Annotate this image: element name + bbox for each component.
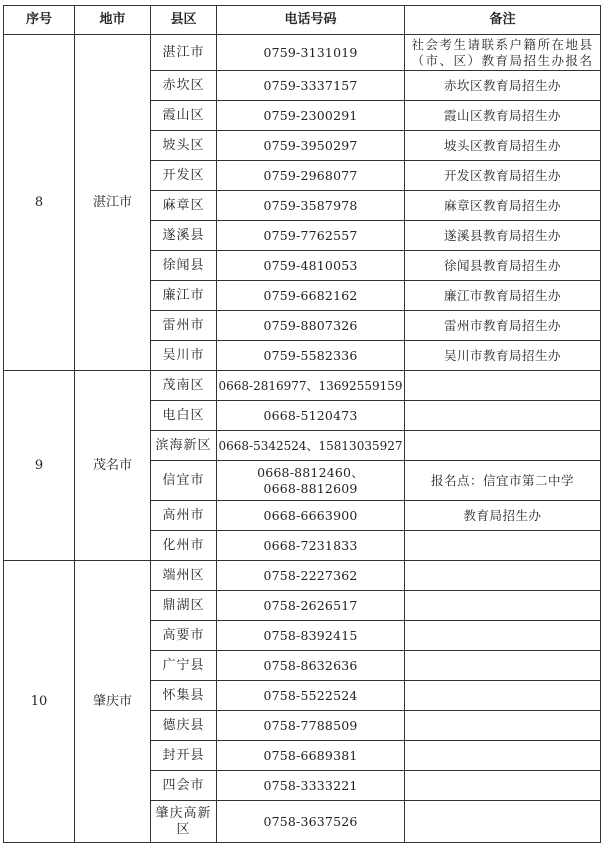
contact-table <box>3 5 601 843</box>
county-cell: 雷州市 <box>151 311 217 341</box>
phone-cell: 0668-2816977、13692559159 <box>217 371 405 401</box>
county-cell: 封开县 <box>151 741 217 771</box>
phone-cell: 0758-6689381 <box>217 741 405 771</box>
phone-cell: 0759-2968077 <box>217 161 405 191</box>
header-county: 县区 <box>151 6 217 35</box>
seq-cell: 9 <box>4 371 75 561</box>
phone-cell: 0758-5522524 <box>217 681 405 711</box>
note-cell <box>405 71 601 101</box>
county-cell: 化州市 <box>151 531 217 561</box>
phone-cell: 0758-2227362 <box>217 561 405 591</box>
note-cell <box>405 711 601 741</box>
phone-cell: 0668-7231833 <box>217 531 405 561</box>
table-body <box>4 35 601 843</box>
phone-cell: 0759-4810053 <box>217 251 405 281</box>
phone-cell: 0759-7762557 <box>217 221 405 251</box>
text-line: 0668-8812460、 <box>257 464 364 480</box>
county-cell: 高要市 <box>151 621 217 651</box>
city-cell: 肇庆市 <box>75 561 151 843</box>
header-seq: 序号 <box>4 6 75 35</box>
phone-cell: 0758-3637526 <box>217 801 405 843</box>
note-cell <box>405 311 601 341</box>
county-cell: 端州区 <box>151 561 217 591</box>
table-row <box>4 561 601 591</box>
county-cell: 坡头区 <box>151 131 217 161</box>
phone-cell: 0758-2626517 <box>217 591 405 621</box>
county-cell: 怀集县 <box>151 681 217 711</box>
note-cell <box>405 371 601 401</box>
text-line: 雷州市教育局招生办 <box>443 317 561 333</box>
county-cell: 赤坎区 <box>151 71 217 101</box>
note-cell <box>405 501 601 531</box>
phone-cell: 0759-3950297 <box>217 131 405 161</box>
text-line: 报名点：信宜市第二中学 <box>430 472 574 488</box>
table-row <box>4 35 601 71</box>
text-line: 0668-8812609 <box>263 480 358 496</box>
header-city: 地市 <box>75 6 151 35</box>
phone-cell: 0759-3587978 <box>217 191 405 221</box>
county-cell: 湛江市 <box>151 35 217 71</box>
table-header-row <box>4 6 601 35</box>
note-cell <box>405 801 601 843</box>
county-cell: 遂溪县 <box>151 221 217 251</box>
phone-cell <box>217 461 405 501</box>
phone-cell: 0759-3131019 <box>217 35 405 71</box>
phone-cell: 0759-3337157 <box>217 71 405 101</box>
phone-cell: 0758-3333221 <box>217 771 405 801</box>
phone-cell: 0668-5342524、15813035927 <box>217 431 405 461</box>
note-cell <box>405 131 601 161</box>
phone-cell: 0668-6663900 <box>217 501 405 531</box>
note-cell <box>405 741 601 771</box>
text-line: 社会考生请联系户籍所在地县 <box>411 36 594 52</box>
note-cell <box>405 651 601 681</box>
text-line: 廉江市教育局招生办 <box>443 287 561 303</box>
city-cell: 湛江市 <box>75 35 151 371</box>
county-cell: 广宁县 <box>151 651 217 681</box>
note-cell <box>405 35 601 71</box>
text-line: 教育局招生办 <box>463 507 542 523</box>
text-line: 区 <box>176 821 191 837</box>
county-cell: 徐闻县 <box>151 251 217 281</box>
county-cell: 开发区 <box>151 161 217 191</box>
text-line: 坡头区教育局招生办 <box>443 137 561 153</box>
phone-cell: 0758-8632636 <box>217 651 405 681</box>
note-cell <box>405 561 601 591</box>
note-cell <box>405 161 601 191</box>
table-row <box>4 371 601 401</box>
phone-cell: 0758-8392415 <box>217 621 405 651</box>
note-cell <box>405 251 601 281</box>
county-cell: 四会市 <box>151 771 217 801</box>
phone-cell: 0759-5582336 <box>217 341 405 371</box>
city-cell: 茂名市 <box>75 371 151 561</box>
county-cell: 德庆县 <box>151 711 217 741</box>
seq-cell: 10 <box>4 561 75 843</box>
note-cell <box>405 191 601 221</box>
header-phone: 电话号码 <box>217 6 405 35</box>
note-cell <box>405 401 601 431</box>
note-cell <box>405 281 601 311</box>
note-cell <box>405 221 601 251</box>
county-cell: 廉江市 <box>151 281 217 311</box>
text-line: 吴川市教育局招生办 <box>443 347 561 363</box>
note-cell <box>405 771 601 801</box>
text-line: 肇庆高新 <box>155 805 212 821</box>
text-line: 徐闻县教育局招生办 <box>443 257 561 273</box>
phone-cell: 0759-2300291 <box>217 101 405 131</box>
county-cell: 电白区 <box>151 401 217 431</box>
seq-cell: 8 <box>4 35 75 371</box>
county-cell: 高州市 <box>151 501 217 531</box>
text-line: （市、区）教育局招生办报名 <box>411 52 594 68</box>
phone-cell: 0668-5120473 <box>217 401 405 431</box>
note-cell <box>405 461 601 501</box>
text-line: 霞山区教育局招生办 <box>443 107 561 123</box>
text-line: 麻章区教育局招生办 <box>443 197 561 213</box>
county-cell <box>151 801 217 843</box>
note-cell <box>405 431 601 461</box>
county-cell: 麻章区 <box>151 191 217 221</box>
phone-cell: 0758-7788509 <box>217 711 405 741</box>
note-cell <box>405 101 601 131</box>
county-cell: 鼎湖区 <box>151 591 217 621</box>
note-cell <box>405 681 601 711</box>
county-cell: 霞山区 <box>151 101 217 131</box>
note-cell <box>405 531 601 561</box>
text-line: 赤坎区教育局招生办 <box>443 77 561 93</box>
text-line: 遂溪县教育局招生办 <box>443 227 561 243</box>
phone-cell: 0759-6682162 <box>217 281 405 311</box>
note-cell <box>405 341 601 371</box>
county-cell: 滨海新区 <box>151 431 217 461</box>
text-line: 开发区教育局招生办 <box>443 167 561 183</box>
note-cell <box>405 621 601 651</box>
phone-cell: 0759-8807326 <box>217 311 405 341</box>
header-note: 备注 <box>405 6 601 35</box>
note-cell <box>405 591 601 621</box>
county-cell: 吴川市 <box>151 341 217 371</box>
county-cell: 信宜市 <box>151 461 217 501</box>
county-cell: 茂南区 <box>151 371 217 401</box>
